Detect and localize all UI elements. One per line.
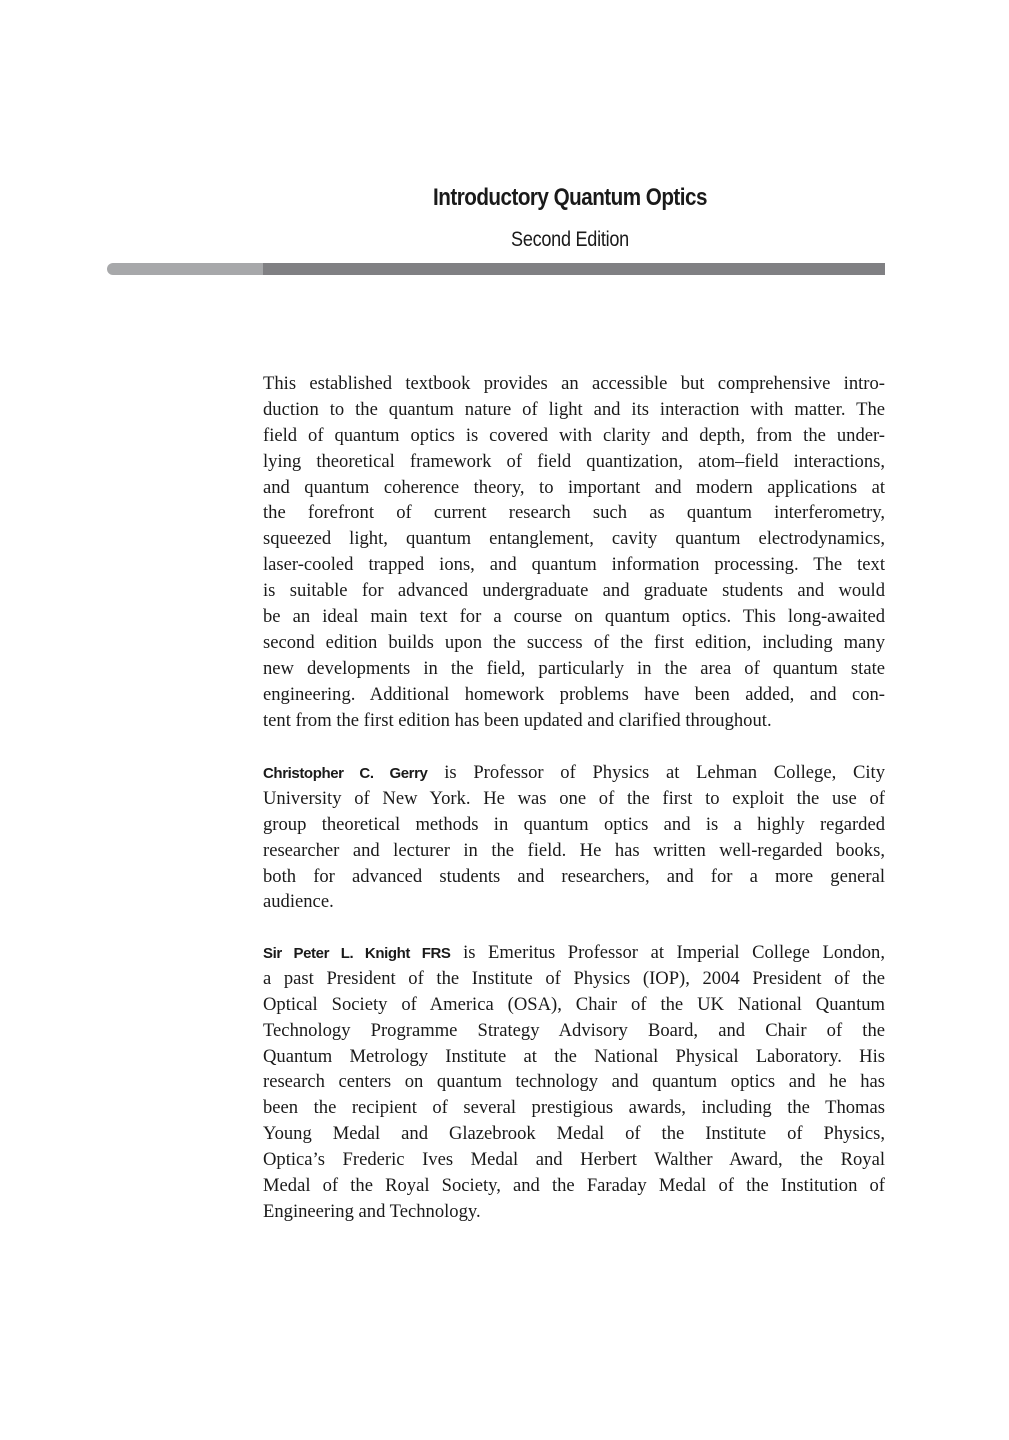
text-line: Technology Programme Strategy Advisory Board, and Chair of the <box>263 1019 885 1041</box>
text-line: is suitable for advanced undergraduate and graduate students and would <box>263 580 885 602</box>
text-line: laser-cooled trapped ions, and quantum information processing. The text <box>263 554 885 576</box>
text-line: Engineering and Technology. <box>263 1200 481 1222</box>
bio-text: is Emeritus Professor at Imperial College London, <box>450 942 885 963</box>
text-line: Medal of the Royal Society, and the Faraday Medal of the Institution of <box>263 1175 885 1197</box>
author-bio-gerry <box>263 760 885 915</box>
text-line: tent from the first edition has been updated and clarified throughout. <box>263 709 772 731</box>
text-line: researcher and lecturer in the field. He has written well-regarded books, <box>263 839 885 861</box>
text-line: engineering. Additional homework problems have been added, and con- <box>263 683 885 705</box>
book-title: Introductory Quantum Optics <box>433 184 707 211</box>
text-line: Quantum Metrology Institute at the National Physical Laboratory. His <box>263 1045 885 1067</box>
author-name: Sir Peter L. Knight FRS <box>263 945 451 962</box>
bio-text: is Professor of Physics at Lehman College, City <box>427 762 885 783</box>
author-bio-knight <box>263 940 885 1225</box>
text-line: both for advanced students and researchers, and for a more general <box>263 865 885 887</box>
text-line: lying theoretical framework of field quantization, atom–field interactions, <box>263 450 885 472</box>
text-line: research centers on quantum technology and quantum optics and he has <box>263 1071 885 1093</box>
text-line: be an ideal main text for a course on quantum optics. This long-awaited <box>263 606 885 628</box>
text-line <box>263 760 885 786</box>
text-line: field of quantum optics is covered with clarity and depth, from the under- <box>263 424 885 446</box>
text-line: Optical Society of America (OSA), Chair of the UK National Quantum <box>263 993 885 1015</box>
text-line: been the recipient of several prestigious awards, including the Thomas <box>263 1097 885 1119</box>
text-line: University of New York. He was one of the first to exploit the use of <box>263 787 885 809</box>
text-line: second edition builds upon the success of the first edition, including many <box>263 631 885 653</box>
book-subtitle: Second Edition <box>511 228 629 251</box>
text-line: and quantum coherence theory, to important and modern applications at <box>263 476 885 498</box>
author-name: Christopher C. Gerry <box>263 765 428 782</box>
text-line: group theoretical methods in quantum optics and is a highly regarded <box>263 813 885 835</box>
text-line: duction to the quantum nature of light and its interaction with matter. The <box>263 398 885 420</box>
text-line: Optica’s Frederic Ives Medal and Herbert Walther Award, the Royal <box>263 1149 885 1171</box>
text-line: the forefront of current research such as quantum interferometry, <box>263 502 885 524</box>
text-line <box>263 940 885 966</box>
text-line: new developments in the field, particularly in the area of quantum state <box>263 657 885 679</box>
header-rule-dark <box>263 263 885 275</box>
header-rule-light <box>107 263 267 275</box>
text-line: audience. <box>263 891 334 913</box>
text-line: Young Medal and Glazebrook Medal of the Institute of Physics, <box>263 1123 885 1145</box>
text-line: This established textbook provides an accessible but comprehensive intro- <box>263 373 885 394</box>
text-line: a past President of the Institute of Physics (IOP), 2004 President of the <box>263 967 885 989</box>
book-description <box>263 371 885 733</box>
text-line: squeezed light, quantum entanglement, cavity quantum electrodynamics, <box>263 528 885 550</box>
